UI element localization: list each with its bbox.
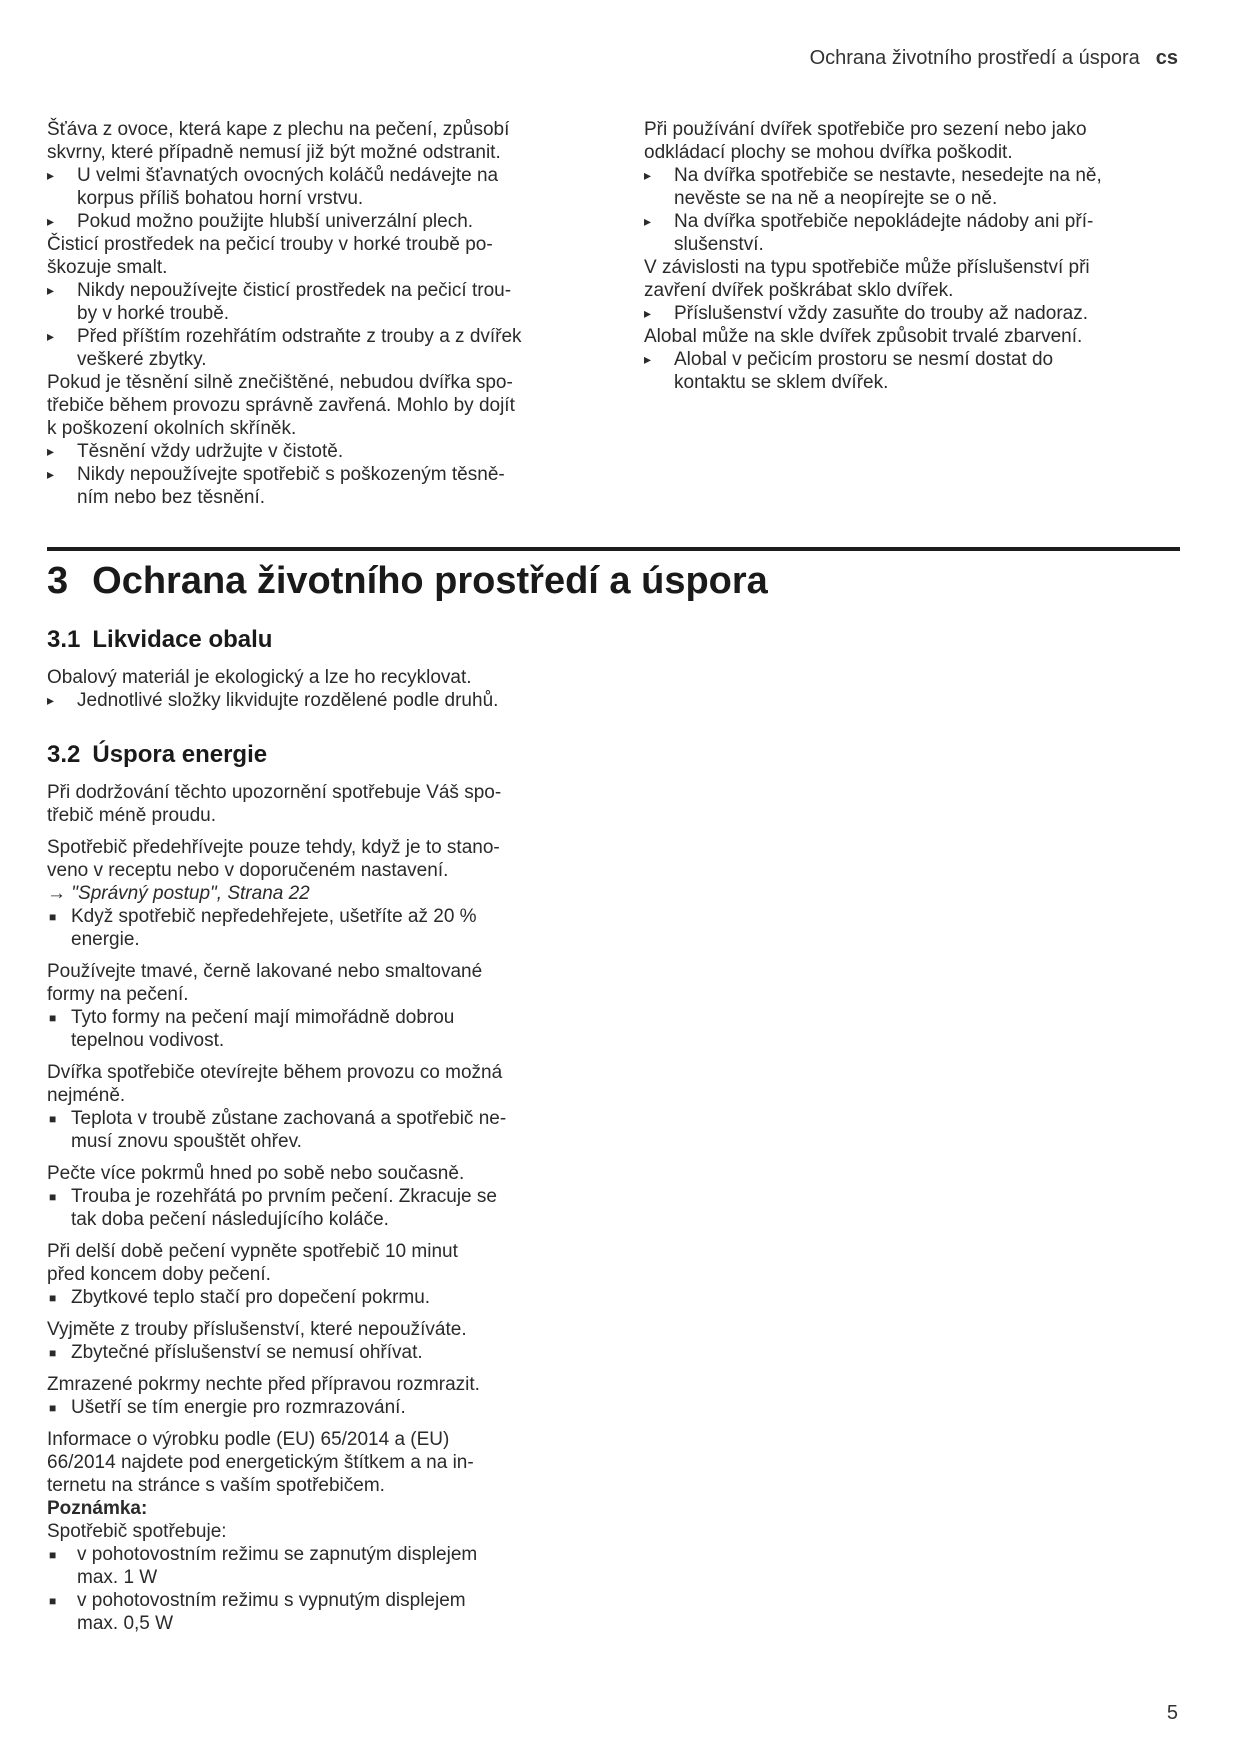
text-line: Informace o výrobku podle (EU) 65/2014 a (EU) <box>47 1429 450 1450</box>
list-item <box>47 1286 587 1309</box>
paragraph <box>47 960 587 1006</box>
text-line: max. 0,5 W <box>77 1613 174 1634</box>
text-line: Dvířka spotřebiče otevírejte během provozu co možná <box>47 1062 503 1083</box>
list-item <box>47 210 587 233</box>
note-title: Poznámka: <box>47 1498 148 1519</box>
text-line: Zmrazené pokrmy nechte před přípravou rozmrazit. <box>47 1374 480 1395</box>
paragraph <box>644 325 1184 348</box>
text-line: ▸ Nikdy nepoužívejte spotřebič s poškozeným těsně- <box>77 464 505 485</box>
text-line: formy na pečení. <box>47 984 189 1005</box>
paragraph <box>47 371 587 440</box>
paragraph <box>47 233 587 279</box>
list-item <box>644 210 1184 256</box>
section-number: 3.1 <box>47 626 81 653</box>
section-1-body <box>47 666 587 712</box>
paragraph <box>47 1373 587 1396</box>
list-item <box>47 1006 587 1052</box>
text-line: kontaktu se sklem dvířek. <box>674 372 889 393</box>
text-line: musí znovu spouštět ohřev. <box>71 1131 302 1152</box>
text-line: 66/2014 najdete pod energetickým štítkem a na in- <box>47 1452 474 1473</box>
text-line: Alobal může na skle dvířek způsobit trvalé zbarvení. <box>644 326 1083 347</box>
text-line: Spotřebič předehřívejte pouze tehdy, když je to stano- <box>47 837 500 858</box>
list-item <box>47 1589 587 1635</box>
text-line: tak doba pečení následujícího koláče. <box>71 1209 389 1230</box>
text-line: ■ Teplota v troubě zůstane zachovaná a spotřebič ne- <box>71 1108 507 1129</box>
paragraph <box>644 118 1184 164</box>
right-column <box>644 118 1184 394</box>
chapter-title <box>47 557 768 605</box>
section-divider <box>47 547 1180 551</box>
section-title-text: Úspora energie <box>92 741 268 768</box>
list-item <box>644 302 1184 325</box>
list-item <box>47 1396 587 1419</box>
section-title <box>47 741 267 769</box>
text-line: Používejte tmavé, černě lakované nebo smaltované <box>47 961 483 982</box>
text-line: třebiče během provozu správně zavřená. Mohlo by dojít <box>47 395 515 416</box>
left-column <box>47 118 587 509</box>
paragraph <box>644 256 1184 302</box>
paragraph <box>47 1061 587 1107</box>
section-title-text: Likvidace obalu <box>92 626 273 653</box>
text-line: ternetu na stránce s vaším spotřebičem. <box>47 1475 385 1496</box>
text-line: Při delší době pečení vypněte spotřebič 10 minut <box>47 1241 458 1262</box>
section-title <box>47 626 272 654</box>
page-number: 5 <box>1166 1702 1178 1724</box>
text-line: škozuje smalt. <box>47 257 168 278</box>
text-line: ■ v pohotovostním režimu se zapnutým displejem <box>77 1544 478 1565</box>
text-line: Vyjměte z trouby příslušenství, které nepoužíváte. <box>47 1319 467 1340</box>
list-item <box>47 1185 587 1231</box>
text-line: Obalový materiál je ekologický a lze ho recyklovat. <box>47 667 472 688</box>
text-line: nejméně. <box>47 1085 126 1106</box>
text-line: Při používání dvířek spotřebiče pro sezení nebo jako <box>644 119 1087 140</box>
text-line: zavření dvířek poškrábat sklo dvířek. <box>644 280 954 301</box>
text-line: odkládací plochy se mohou dvířka poškodit. <box>644 142 1013 163</box>
text-line: ▸ Na dvířka spotřebiče se nestavte, nesedejte na ně, <box>674 165 1102 186</box>
text-line: veškeré zbytky. <box>77 349 207 370</box>
text-line: Šťáva z ovoce, která kape z plechu na pečení, způsobí <box>47 119 510 140</box>
text-line: ▸ U velmi šťavnatých ovocných koláčů nedávejte na <box>77 165 499 186</box>
text-line: ▸ Na dvířka spotřebiče nepokládejte nádoby ani pří- <box>674 211 1094 232</box>
text-line: by v horké troubě. <box>77 303 230 324</box>
text-line: ■ Zbytečné příslušenství se nemusí ohřívat. <box>71 1342 423 1363</box>
paragraph <box>47 1318 587 1341</box>
paragraph <box>47 1428 587 1497</box>
paragraph <box>47 781 587 827</box>
section-2-body <box>47 781 587 1635</box>
list-item <box>47 905 587 951</box>
text-line: před koncem doby pečení. <box>47 1264 271 1285</box>
text-line: ním nebo bez těsnění. <box>77 487 266 508</box>
list-item <box>644 348 1184 394</box>
paragraph <box>47 1240 587 1286</box>
text-line: energie. <box>71 929 140 950</box>
text-line: ▸ Alobal v pečicím prostoru se nesmí dostat do <box>674 349 1054 370</box>
list-item <box>47 1543 587 1589</box>
text-line: ■ Když spotřebič nepředehřejete, ušetříte až 20 % <box>71 906 477 927</box>
text-line: slušenství. <box>674 234 764 255</box>
header-title: Ochrana životního prostředí a úspora <box>809 47 1140 69</box>
text-line: nevěste se na ně a neopírejte se o ně. <box>674 188 998 209</box>
paragraph <box>47 118 587 164</box>
list-item <box>47 325 587 371</box>
text-line: Při dodržování těchto upozornění spotřebuje Váš spo- <box>47 782 502 803</box>
chapter-title-text: Ochrana životního prostředí a úspora <box>92 560 768 602</box>
list-item <box>47 689 587 712</box>
text-line: ▸ Příslušenství vždy zasuňte do trouby až nadoraz. <box>674 303 1088 324</box>
text-line: Čisticí prostředek na pečicí trouby v horké troubě po- <box>47 234 493 255</box>
text-line: ■ Tyto formy na pečení mají mimořádně dobrou <box>71 1007 455 1028</box>
list-item <box>47 440 587 463</box>
running-header <box>810 47 1178 70</box>
text-line: k poškození okolních skříněk. <box>47 418 297 439</box>
text-line: ▸ Těsnění vždy udržujte v čistotě. <box>77 441 344 462</box>
text-line: Pokud je těsnění silně znečištěné, nebudou dvířka spo- <box>47 372 513 393</box>
text-line: ▸ Nikdy nepoužívejte čisticí prostředek na pečicí trou- <box>77 280 512 301</box>
language-code: cs <box>1155 47 1178 69</box>
list-item <box>47 164 587 210</box>
paragraph <box>47 836 587 882</box>
text-line: ▸ Pokud možno použijte hlubší univerzální plech. <box>77 211 474 232</box>
list-item <box>47 1107 587 1153</box>
section-number: 3.2 <box>47 741 81 768</box>
page-reference-link[interactable]: → "Správný postup", Strana 22 <box>47 883 310 904</box>
paragraph <box>47 1162 587 1185</box>
text-line: ■ Zbytkové teplo stačí pro dopečení pokrmu. <box>71 1287 431 1308</box>
text-line: ▸ Jednotlivé složky likvidujte rozdělené podle druhů. <box>77 690 499 711</box>
text-line: ■ Trouba je rozehřátá po prvním pečení. Zkracuje se <box>71 1186 497 1207</box>
text-line: veno v receptu nebo v doporučeném nastavení. <box>47 860 449 881</box>
list-item <box>47 279 587 325</box>
list-item <box>47 463 587 509</box>
text-line: V závislosti na typu spotřebiče může příslušenství při <box>644 257 1090 278</box>
text-line: ■ v pohotovostním režimu s vypnutým displejem <box>77 1590 466 1611</box>
note-text: Spotřebič spotřebuje: <box>47 1521 227 1542</box>
text-line: skvrny, které případně nemusí již být možné odstranit. <box>47 142 501 163</box>
text-line: ▸ Před příštím rozehřátím odstraňte z trouby a z dvířek <box>77 326 522 347</box>
chapter-number: 3 <box>47 560 69 602</box>
list-item <box>47 1341 587 1364</box>
text-line: korpus příliš bohatou horní vrstvu. <box>77 188 364 209</box>
text-line: max. 1 W <box>77 1567 158 1588</box>
text-line: Pečte více pokrmů hned po sobě nebo současně. <box>47 1163 465 1184</box>
text-line: třebič méně proudu. <box>47 805 216 826</box>
list-item <box>644 164 1184 210</box>
text-line: ■ Ušetří se tím energie pro rozmrazování. <box>71 1397 406 1418</box>
text-line: tepelnou vodivost. <box>71 1030 225 1051</box>
